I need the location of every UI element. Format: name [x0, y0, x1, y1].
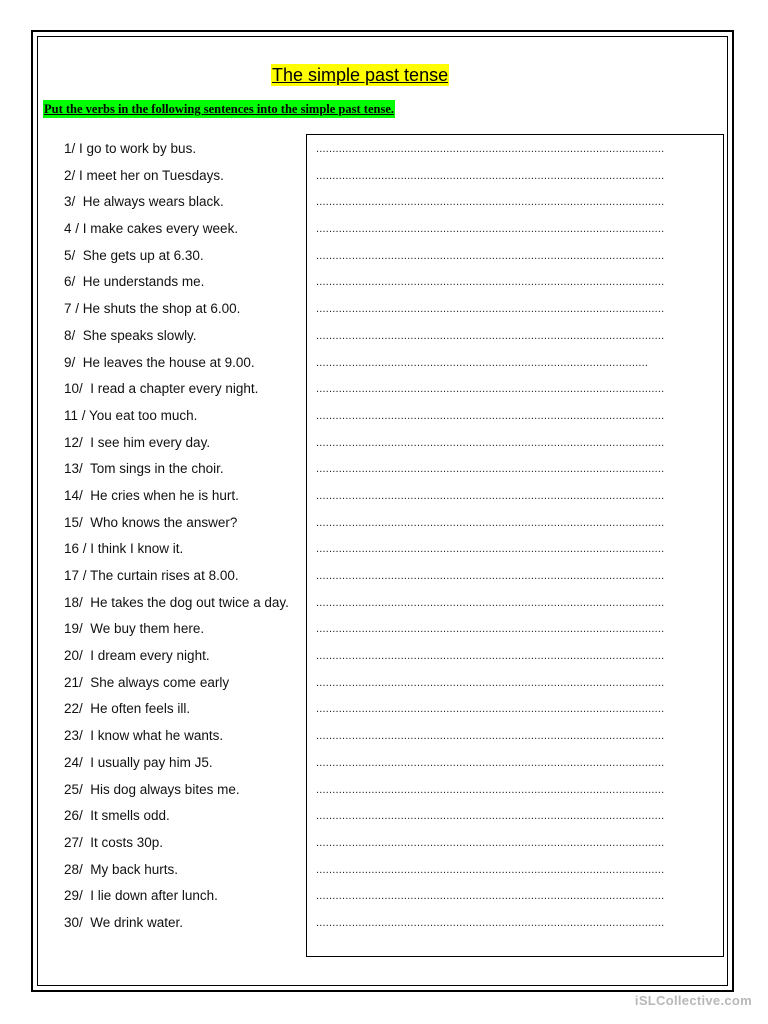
answer-line[interactable]: ........................................................................................................... — [316, 650, 665, 663]
sentence-item: 13/ Tom sings in the choir. — [64, 461, 224, 477]
answer-line[interactable]: ........................................................................................................... — [316, 570, 665, 582]
answer-line[interactable]: ........................................................................................................... — [316, 409, 665, 422]
sentence-item: 1/ I go to work by bus. — [64, 141, 197, 156]
answer-line[interactable]: ........................................................................................................... — [316, 756, 665, 769]
sentence-item: 22/ He often feels ill. — [64, 701, 191, 717]
answer-line[interactable]: ........................................................................................................... — [316, 303, 665, 316]
sentence-list — [64, 136, 309, 937]
sentence-item: 20/ I dream every night. — [64, 648, 210, 664]
answer-line[interactable]: ........................................................................................................... — [316, 916, 665, 929]
watermark-text: iSLCollective.com — [634, 993, 752, 1008]
answer-line[interactable]: ........................................................................................................... — [316, 169, 665, 182]
sentence-item: 3/ He always wears black. — [64, 194, 224, 210]
sentence-item: 9/ He leaves the house at 9.00. — [64, 354, 255, 370]
answer-line[interactable]: ........................................................................................................... — [316, 730, 665, 743]
sentence-item: 14/ He cries when he is hurt. — [64, 487, 239, 503]
sentence-item: 6/ He understands me. — [64, 274, 205, 290]
sentence-item: 16 / I think I know it. — [64, 541, 184, 557]
instruction-text: Put the verbs in the following sentences into the simple past tense. — [44, 102, 394, 116]
sentence-item: 30/ We drink water. — [64, 914, 184, 930]
answer-line[interactable]: ........................................................................................................... — [316, 223, 665, 236]
answer-line[interactable]: ........................................................................................................... — [316, 810, 665, 823]
answer-line[interactable]: ........................................................................................................... — [316, 196, 665, 209]
sentence-item: 4 / I make cakes every week. — [64, 221, 239, 237]
sentence-item: 10/ I read a chapter every night. — [64, 381, 259, 397]
answer-line[interactable]: ........................................................................................................... — [316, 836, 665, 849]
answer-line[interactable]: ........................................................................................................... — [316, 516, 665, 529]
sentence-item: 8/ She speaks slowly. — [64, 327, 197, 343]
sentence-item: 21/ She always come early — [64, 674, 230, 690]
answer-line[interactable]: ........................................................................................................... — [316, 676, 665, 689]
sentence-item: 12/ I see him every day. — [64, 434, 211, 450]
sentence-item: 18/ He takes the dog out twice a day. — [64, 594, 289, 610]
sentence-item: 11 / You eat too much. — [64, 407, 198, 423]
answer-line[interactable]: ........................................................................................................... — [316, 436, 665, 449]
answer-line[interactable]: ........................................................................................................... — [316, 383, 665, 396]
answer-line[interactable]: ........................................................................................................... — [316, 143, 665, 155]
answer-line[interactable]: ........................................................................................................... — [316, 703, 665, 716]
sentence-item: 17 / The curtain rises at 8.00. — [64, 568, 239, 583]
sentence-item: 2/ I meet her on Tuesdays. — [64, 167, 224, 183]
sentence-item: 7 / He shuts the shop at 6.00. — [64, 301, 241, 317]
answer-line[interactable]: ...................................................................................................... — [316, 356, 649, 369]
sentence-item: 15/ Who knows the answer? — [64, 514, 238, 530]
answer-line[interactable]: ........................................................................................................... — [316, 463, 665, 476]
worksheet-title: The simple past tense — [272, 65, 449, 85]
answer-line[interactable]: ........................................................................................................... — [316, 623, 665, 636]
answer-line[interactable]: ........................................................................................................... — [316, 890, 665, 903]
sentence-item: 26/ It smells odd. — [64, 808, 170, 824]
sentence-item: 29/ I lie down after lunch. — [64, 888, 218, 904]
sentence-item: 23/ I know what he wants. — [64, 728, 224, 744]
answer-line[interactable]: ........................................................................................................... — [316, 249, 665, 262]
answer-line[interactable]: ........................................................................................................... — [316, 596, 665, 609]
answer-line[interactable]: ........................................................................................................... — [316, 783, 665, 796]
answer-line[interactable]: ........................................................................................................... — [316, 276, 665, 289]
sentence-item: 5/ She gets up at 6.30. — [64, 247, 204, 263]
sentence-item: 27/ It costs 30p. — [64, 834, 164, 850]
answer-line[interactable]: ........................................................................................................... — [316, 329, 665, 342]
sentence-item: 24/ I usually pay him J5. — [64, 754, 213, 770]
sentence-item: 19/ We buy them here. — [64, 621, 205, 637]
answer-line[interactable]: ........................................................................................................... — [316, 863, 665, 876]
sentence-item: 28/ My back hurts. — [64, 861, 179, 877]
answer-lines — [316, 136, 716, 937]
sentence-item: 25/ His dog always bites me. — [64, 781, 240, 797]
answer-line[interactable]: ........................................................................................................... — [316, 543, 665, 556]
answer-line[interactable]: ........................................................................................................... — [316, 489, 665, 502]
